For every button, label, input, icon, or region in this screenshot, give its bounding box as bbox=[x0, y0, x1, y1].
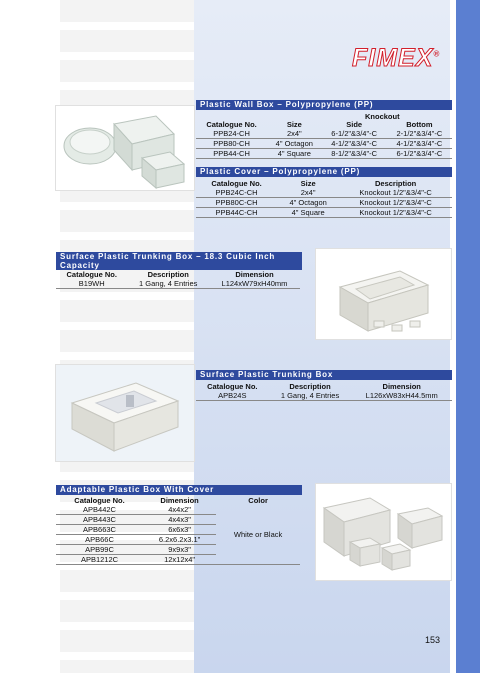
table-cell: PPB80C-CH bbox=[196, 198, 277, 208]
table-cell: APB442C bbox=[56, 505, 143, 515]
table-cell: PPB44-CH bbox=[196, 149, 267, 159]
table-row bbox=[196, 208, 452, 218]
table-cell: 4x4x2" bbox=[143, 505, 216, 515]
table-row bbox=[196, 188, 452, 198]
table-cell: APB99C bbox=[56, 545, 143, 555]
trunking-18-table bbox=[56, 270, 300, 289]
table-cell: 4-1/2"&3/4"-C bbox=[322, 139, 387, 149]
table-row bbox=[196, 149, 452, 159]
col-header: Dimension bbox=[382, 382, 421, 391]
table-cell: 2x4" bbox=[267, 129, 322, 139]
col-header: Side bbox=[346, 120, 363, 129]
table-cell: PPB24C-CH bbox=[196, 188, 277, 198]
adaptable-header: Adaptable Plastic Box With Cover bbox=[56, 485, 302, 495]
trunking-photo bbox=[55, 364, 195, 462]
col-header: Catalogue No. bbox=[66, 270, 117, 279]
table-cell: 4" Square bbox=[277, 208, 339, 218]
col-header: Description bbox=[289, 382, 331, 391]
table-cell: 4" Square bbox=[267, 149, 322, 159]
table-cell: 12x12x4" bbox=[143, 555, 216, 565]
col-header: Catalogue No. bbox=[74, 496, 125, 505]
adaptable-table bbox=[56, 496, 300, 565]
table-cell: Knockout 1/2"&3/4"-C bbox=[339, 188, 452, 198]
table-cell: 1 Gang, 4 Entries bbox=[127, 279, 209, 289]
col-header: Catalogue No. bbox=[207, 382, 258, 391]
col-header: Color bbox=[248, 496, 268, 505]
table-header-row bbox=[196, 382, 452, 391]
table-cell: 4x4x3" bbox=[143, 515, 216, 525]
brand-logo: FIMEX® bbox=[352, 44, 441, 72]
table-row bbox=[56, 505, 300, 515]
table-cell: APB66C bbox=[56, 535, 143, 545]
table-cell: APB24S bbox=[196, 391, 269, 401]
col-header: Catalogue No. bbox=[211, 179, 262, 188]
table-cell: PPB80-CH bbox=[196, 139, 267, 149]
table-cell: 2-1/2"&3/4"-C bbox=[387, 129, 452, 139]
table-cell: 8-1/2"&3/4"-C bbox=[322, 149, 387, 159]
table-header-row bbox=[196, 120, 452, 129]
trunking-header: Surface Plastic Trunking Box bbox=[196, 370, 452, 380]
table-cell: B19WH bbox=[56, 279, 127, 289]
knockout-label: Knockout bbox=[365, 112, 400, 121]
table-header-row bbox=[196, 179, 452, 188]
wall-box-table bbox=[196, 120, 452, 159]
table-cell: Knockout 1/2"&3/4"-C bbox=[339, 198, 452, 208]
col-header: Description bbox=[147, 270, 189, 279]
col-header: Dimension bbox=[235, 270, 274, 279]
adaptable-photo bbox=[315, 483, 452, 581]
col-header: Dimension bbox=[160, 496, 199, 505]
table-cell: 2x4" bbox=[277, 188, 339, 198]
table-row bbox=[196, 129, 452, 139]
col-header: Catalogue No. bbox=[206, 120, 257, 129]
table-cell: 9x9x3" bbox=[143, 545, 216, 555]
trunking-18-header: Surface Plastic Trunking Box – 18.3 Cubic Inch Capacity bbox=[56, 252, 302, 270]
table-cell: 4-1/2"&3/4"-C bbox=[387, 139, 452, 149]
col-header: Size bbox=[286, 120, 302, 129]
col-header: Size bbox=[300, 179, 316, 188]
table-header-row bbox=[56, 270, 300, 279]
table-cell: 4" Octagon bbox=[267, 139, 322, 149]
table-cell: 6x6x3" bbox=[143, 525, 216, 535]
table-cell: APB443C bbox=[56, 515, 143, 525]
plastic-cover-table bbox=[196, 179, 452, 218]
table-cell: PPB44C-CH bbox=[196, 208, 277, 218]
table-row bbox=[196, 391, 452, 401]
table-cell: APB1212C bbox=[56, 555, 143, 565]
trunking-18-photo bbox=[315, 248, 452, 340]
wall-box-header: Plastic Wall Box – Polypropylene (PP) bbox=[196, 100, 452, 110]
col-header: Description bbox=[374, 179, 417, 188]
table-row bbox=[196, 198, 452, 208]
table-cell: 4" Octagon bbox=[277, 198, 339, 208]
table-header-row bbox=[56, 496, 300, 505]
table-cell: PPB24-CH bbox=[196, 129, 267, 139]
table-row bbox=[56, 279, 300, 289]
col-header: Bottom bbox=[406, 120, 433, 129]
table-cell: 1 Gang, 4 Entries bbox=[269, 391, 352, 401]
table-cell: L126xW83xH44.5mm bbox=[351, 391, 452, 401]
trunking-table bbox=[196, 382, 452, 401]
table-row bbox=[196, 139, 452, 149]
wall-box-photo bbox=[55, 105, 195, 191]
table-cell: APB663C bbox=[56, 525, 143, 535]
plastic-cover-header: Plastic Cover – Polypropylene (PP) bbox=[196, 167, 452, 177]
table-cell: Knockout 1/2"&3/4"-C bbox=[339, 208, 452, 218]
table-cell: 6-1/2"&3/4"-C bbox=[322, 129, 387, 139]
table-cell: L124xW79xH40mm bbox=[209, 279, 300, 289]
background-watermark bbox=[60, 0, 194, 673]
table-cell: 6-1/2"&3/4"-C bbox=[387, 149, 452, 159]
page-number: 153 bbox=[425, 635, 441, 645]
table-cell: 6.2x6.2x3.1" bbox=[143, 535, 216, 545]
color-cell: White or Black bbox=[216, 505, 300, 565]
right-color-bar bbox=[456, 0, 480, 673]
